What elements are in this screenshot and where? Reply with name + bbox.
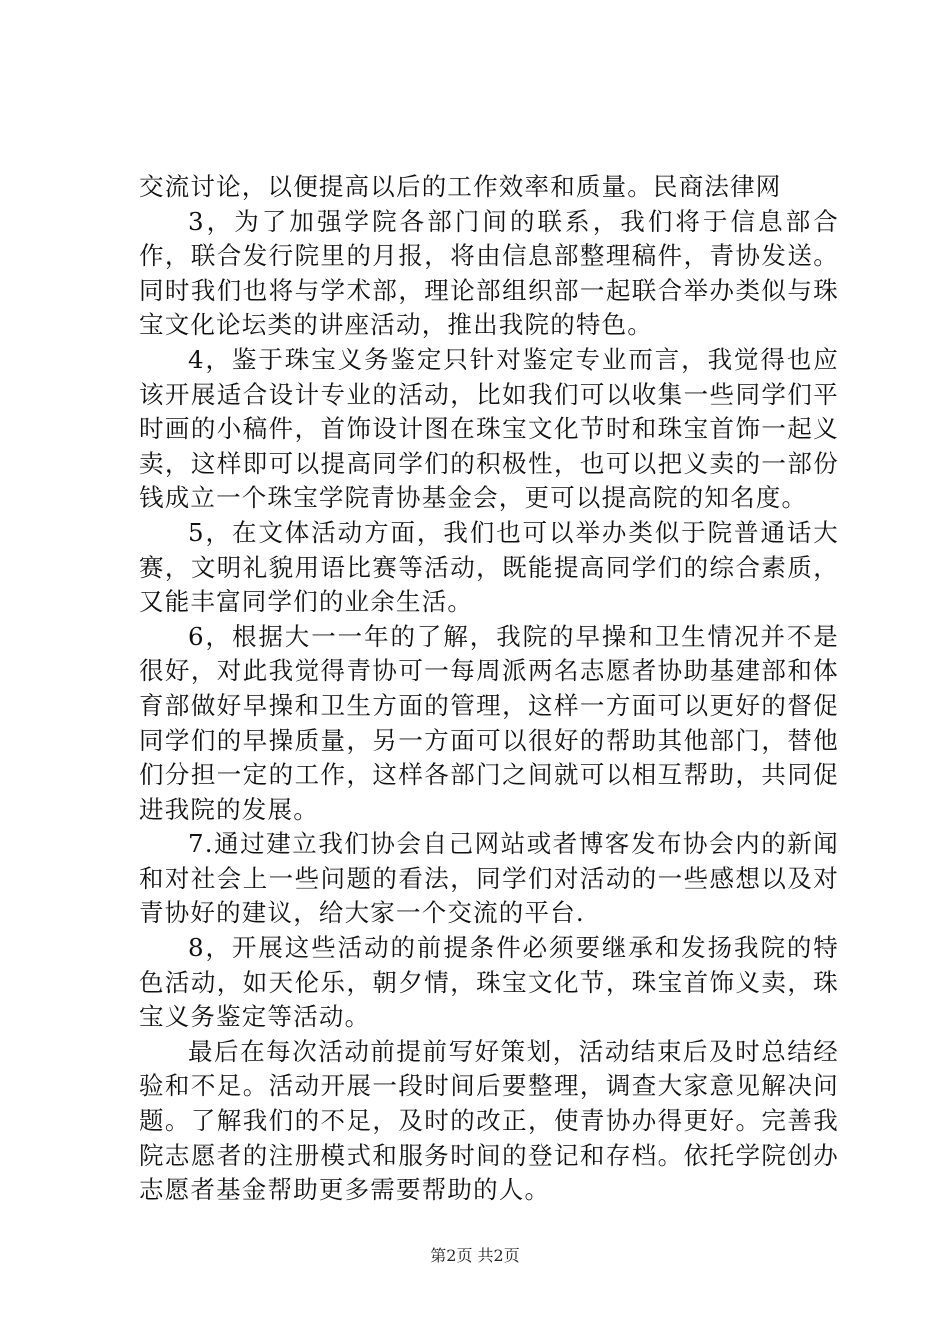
paragraph-item-7: 7.通过建立我们协会自己网站或者博客发布协会内的新闻和对社会上一些问题的看法，同学们对活动的一些感想以及对青协好的建议，给大家一个交流的平台. [139,829,839,928]
paragraph-conclusion: 最后在每次活动前提前写好策划，活动结束后及时总结经验和不足。活动开展一段时间后要整理，调查大家意见解决问题。了解我们的不足，及时的改正，使青协办得更好。完善我院志愿者的注册模式和服务时间的登记和存档。依托学院创办志愿者基金帮助更多需要帮助的人。 [139,1036,839,1205]
paragraph-continuation: 交流讨论，以便提高以后的工作效率和质量。民商法律网 [139,172,782,201]
paragraph-item-3: 3，为了加强学院各部门间的联系，我们将于信息部合作，联合发行院里的月报，将由信息部整理稿件，青协发送。同时我们也将与学术部，理论部组织部一起联合举办类似与珠宝文化论坛类的讲座活动，推出我院的特色。 [139,206,839,340]
paragraph-item-6: 6，根据大一一年的了解，我院的早操和卫生情况并不是很好，对此我觉得青协可一每周派两名志愿者协助基建部和体育部做好早操和卫生方面的管理，这样一方面可以更好的督促同学们的早操质量，另一方面可以很好的帮助其他部门，替他们分担一定的工作，这样各部门之间就可以相互帮助，共同促进我院的发展。 [139,621,839,824]
page-footer: 第2页 共2页 [430,1246,520,1265]
paragraph-item-5: 5，在文体活动方面，我们也可以举办类似于院普通话大赛，文明礼貌用语比赛等活动，既能提高同学们的综合素质，又能丰富同学们的业余生活。 [139,517,839,617]
document-body [139,170,839,1208]
paragraph-item-4: 4，鉴于珠宝义务鉴定只针对鉴定专业而言，我觉得也应该开展适合设计专业的活动，比如我们可以收集一些同学们平时画的小稿件，首饰设计图在珠宝文化节时和珠宝首饰一起义卖，这样即可以提高同学们的积极性，也可以把义卖的一部份钱成立一个珠宝学院青协基金会，更可以提高院的知名度。 [139,344,839,513]
paragraph-item-8: 8，开展这些活动的前提条件必须要继承和发扬我院的特色活动，如天伦乐，朝夕情，珠宝文化节，珠宝首饰义卖，珠宝义务鉴定等活动。 [139,933,839,1032]
